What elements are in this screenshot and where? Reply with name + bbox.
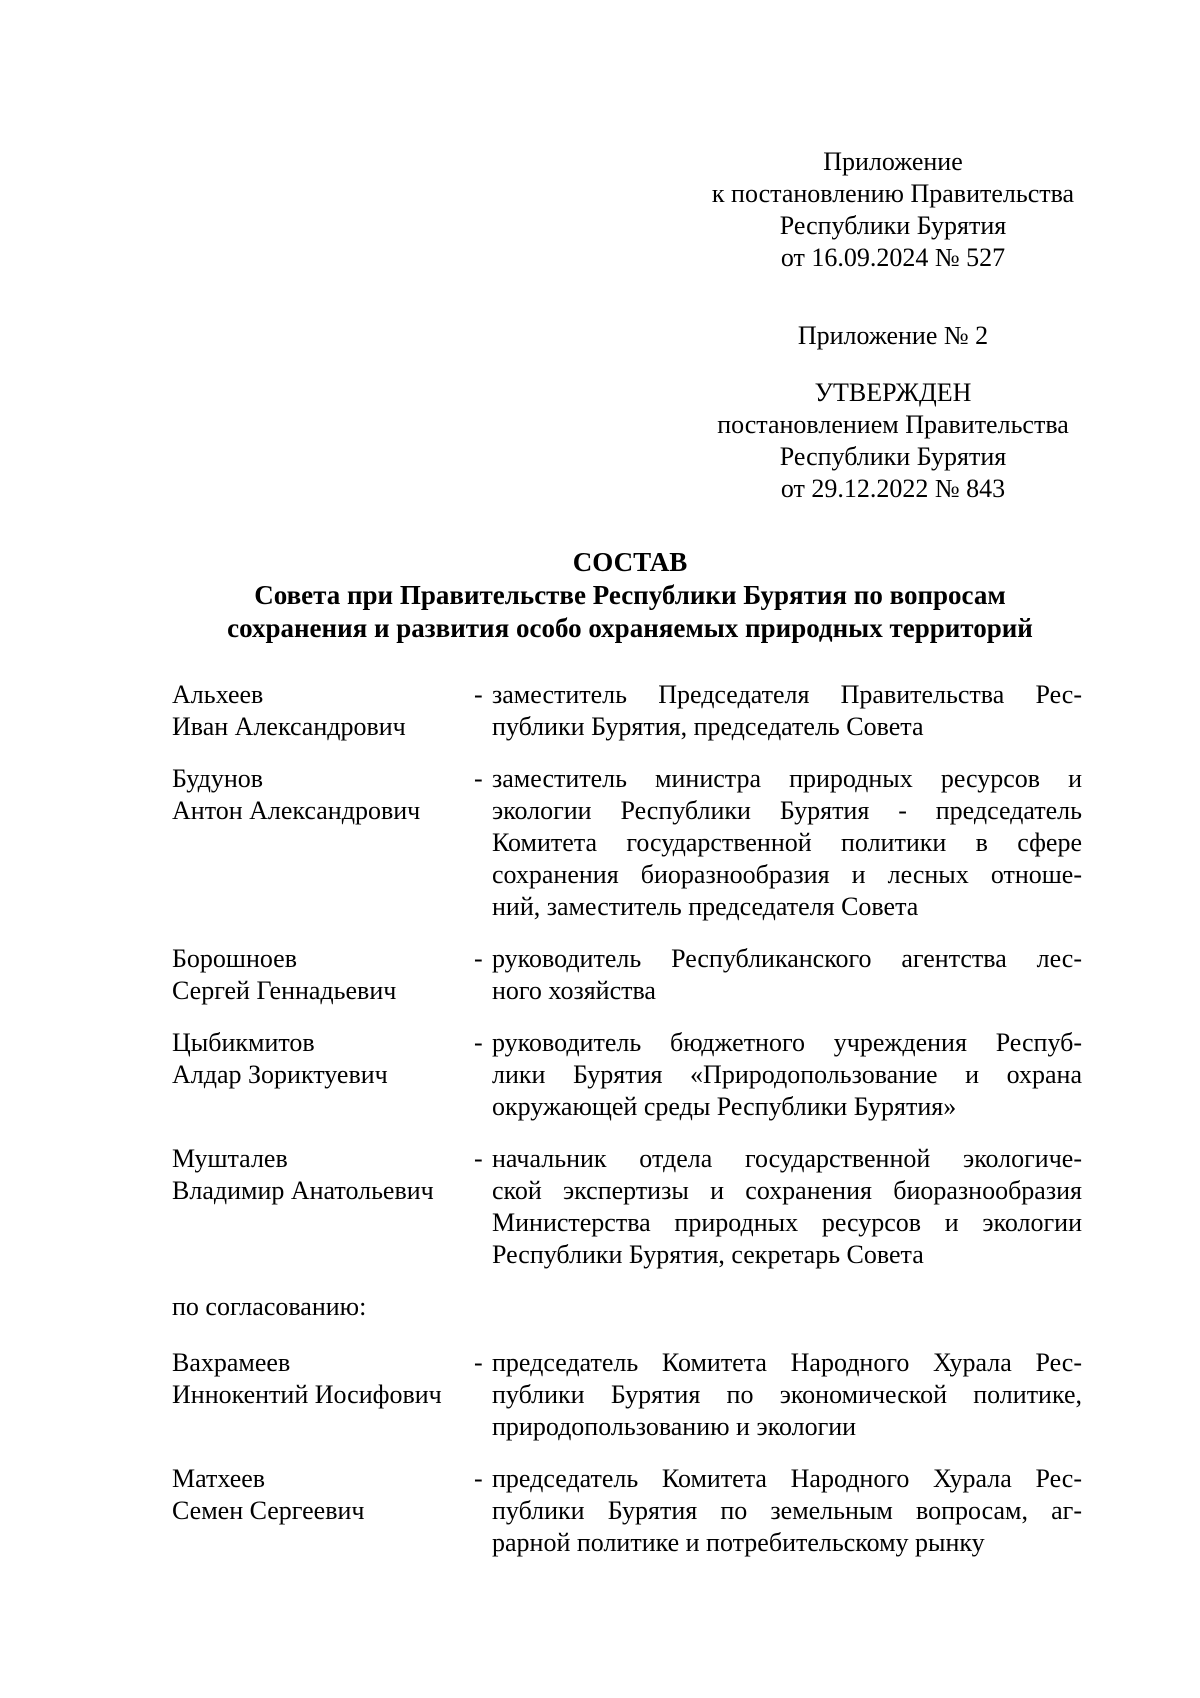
member-given-name: Сергей Геннадьевич bbox=[172, 976, 397, 1005]
role-line: заместитель министра природных ресурсов и bbox=[492, 764, 1082, 793]
member-entry bbox=[172, 1143, 1082, 1271]
annex-line: от 16.09.2024 № 527 bbox=[780, 243, 1006, 272]
member-dash: - bbox=[474, 1348, 483, 1377]
role-line: рарной политике и потребительскому рынку bbox=[492, 1528, 985, 1557]
member-name bbox=[172, 1027, 474, 1123]
approved-line: УТВЕРЖДЕН bbox=[814, 378, 972, 407]
member-given-name: Иннокентий Иосифович bbox=[172, 1380, 442, 1409]
member-role bbox=[492, 763, 1082, 923]
member-name bbox=[172, 1463, 474, 1559]
approved-header bbox=[693, 377, 1093, 505]
annex-2-header bbox=[693, 320, 1093, 352]
member-dash: - bbox=[474, 680, 483, 709]
annex-header bbox=[693, 146, 1093, 274]
role-line: публики Бурятия по земельным вопросам, аг- bbox=[492, 1496, 1082, 1525]
member-role bbox=[492, 1027, 1082, 1123]
role-line: сохранения биоразнообразия и лесных отноше- bbox=[492, 860, 1082, 889]
annex-line: Приложение bbox=[823, 147, 963, 176]
member-dash: - bbox=[474, 1144, 483, 1173]
role-line: ний, заместитель председателя Совета bbox=[492, 892, 919, 921]
approved-line: Республики Бурятия bbox=[779, 442, 1007, 471]
member-surname: Цыбикмитов bbox=[172, 1028, 315, 1057]
member-name bbox=[172, 943, 474, 1007]
role-line: руководитель Республиканского агентства лес- bbox=[492, 944, 1082, 973]
role-line: председатель Комитета Народного Хурала Рес- bbox=[492, 1464, 1082, 1493]
member-given-name: Алдар Зориктуевич bbox=[172, 1060, 388, 1089]
role-line: ного хозяйства bbox=[492, 976, 656, 1005]
role-line: ской экспертизы и сохранения биоразнообразия bbox=[492, 1176, 1082, 1205]
member-dash: - bbox=[474, 1028, 483, 1057]
member-role bbox=[492, 1347, 1082, 1443]
member-name bbox=[172, 1347, 474, 1443]
member-role bbox=[492, 943, 1082, 1007]
role-line: Комитета государственной политики в сфере bbox=[492, 828, 1082, 857]
title-line: сохранения и развития особо охраняемых природных территорий bbox=[227, 613, 1033, 643]
member-entry bbox=[172, 679, 1082, 743]
member-dash: - bbox=[474, 764, 483, 793]
role-line: Министерства природных ресурсов и экологии bbox=[492, 1208, 1082, 1237]
title-line: Совета при Правительстве Республики Бурятия по вопросам bbox=[254, 580, 1006, 610]
member-dash: - bbox=[474, 944, 483, 973]
title-heading: СОСТАВ bbox=[572, 547, 688, 577]
role-line: начальник отдела государственной экологиче- bbox=[492, 1144, 1082, 1173]
member-role bbox=[492, 1143, 1082, 1271]
role-line: заместитель Председателя Правительства Рес- bbox=[492, 680, 1082, 709]
member-surname: Матхеев bbox=[172, 1464, 266, 1493]
member-surname: Вахрамеев bbox=[172, 1348, 291, 1377]
member-entry bbox=[172, 1463, 1082, 1559]
member-given-name: Владимир Анатольевич bbox=[172, 1176, 434, 1205]
member-name bbox=[172, 1143, 474, 1271]
member-name bbox=[172, 679, 474, 743]
member-role bbox=[492, 679, 1082, 743]
role-line: природопользованию и экологии bbox=[492, 1412, 857, 1441]
role-line: руководитель бюджетного учреждения Респуб- bbox=[492, 1028, 1082, 1057]
role-line: публики Бурятия, председатель Совета bbox=[492, 712, 924, 741]
member-name bbox=[172, 763, 474, 923]
role-line: Республики Бурятия, секретарь Совета bbox=[492, 1240, 924, 1269]
member-entry bbox=[172, 1347, 1082, 1443]
member-given-name: Иван Александрович bbox=[172, 712, 406, 741]
member-entry bbox=[172, 763, 1082, 923]
annex-2-line: Приложение № 2 bbox=[797, 321, 989, 350]
annex-line: Республики Бурятия bbox=[779, 211, 1007, 240]
member-given-name: Антон Александрович bbox=[172, 796, 421, 825]
members-list bbox=[172, 679, 1082, 1579]
agreement-label: по согласованию: bbox=[172, 1292, 367, 1321]
member-entry bbox=[172, 943, 1082, 1007]
role-line: экологии Республики Бурятия - председатель bbox=[492, 796, 1082, 825]
role-line: окружающей среды Республики Бурятия» bbox=[492, 1092, 957, 1121]
role-line: публики Бурятия по экономической политике, bbox=[492, 1380, 1082, 1409]
member-dash: - bbox=[474, 1464, 483, 1493]
annex-line: к постановлению Правительства bbox=[711, 179, 1075, 208]
role-line: председатель Комитета Народного Хурала Рес- bbox=[492, 1348, 1082, 1377]
member-surname: Борошноев bbox=[172, 944, 297, 973]
member-role bbox=[492, 1463, 1082, 1559]
member-surname: Будунов bbox=[172, 764, 264, 793]
member-surname: Альхеев bbox=[172, 680, 264, 709]
member-entry bbox=[172, 1027, 1082, 1123]
approved-line: постановлением Правительства bbox=[717, 410, 1069, 439]
approved-line: от 29.12.2022 № 843 bbox=[780, 474, 1006, 503]
role-line: лики Бурятия «Природопользование и охрана bbox=[492, 1060, 1082, 1089]
member-given-name: Семен Сергеевич bbox=[172, 1496, 365, 1525]
member-surname: Мушталев bbox=[172, 1144, 288, 1173]
document-title bbox=[150, 546, 1110, 645]
